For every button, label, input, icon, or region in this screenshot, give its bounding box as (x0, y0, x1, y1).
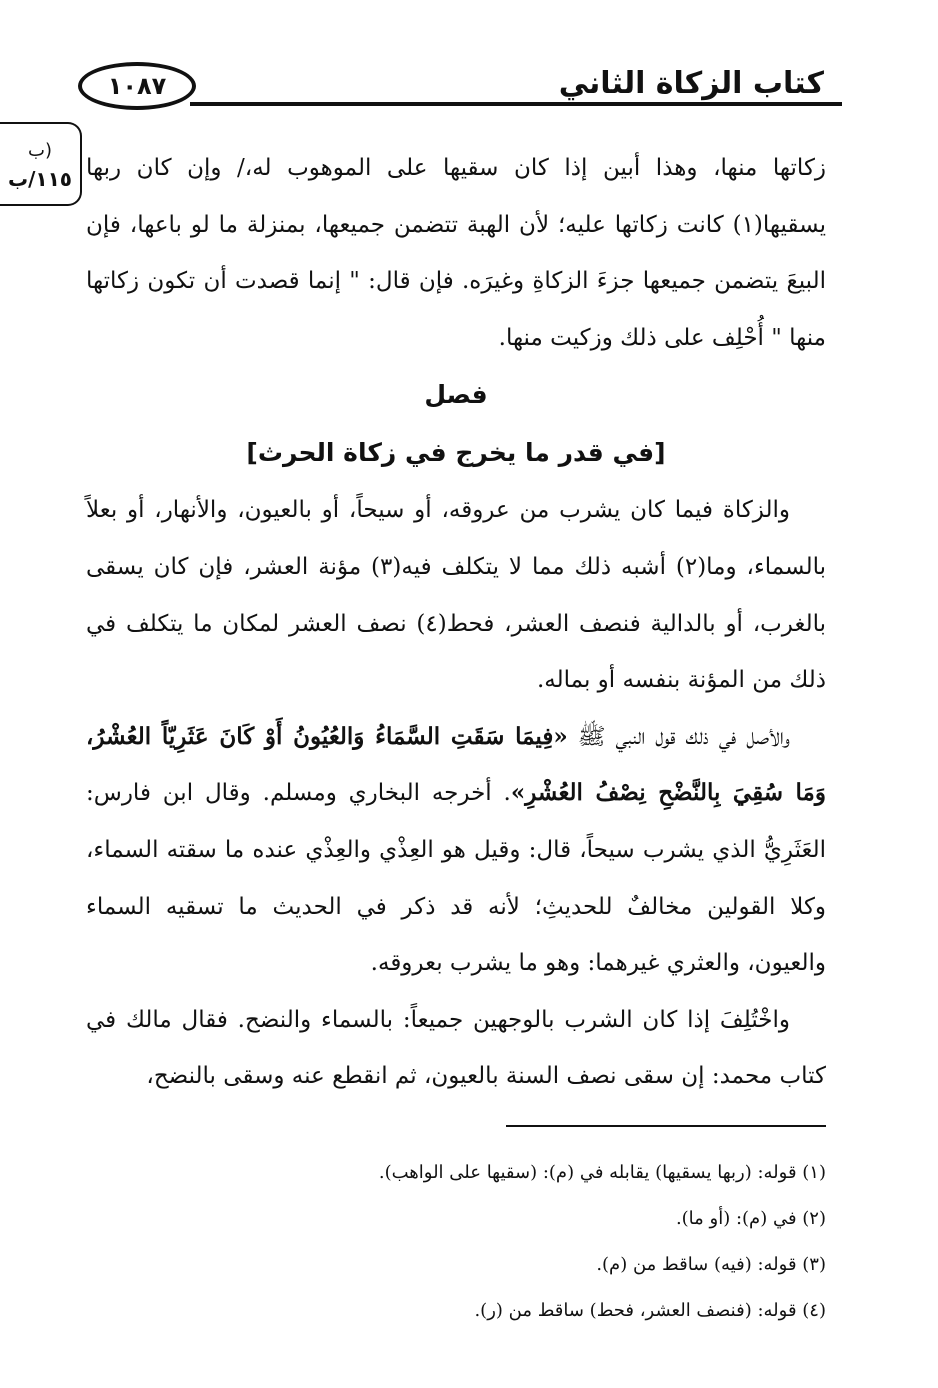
paragraph-3-intro: والأصل في ذلك قول النبي ﷺ (567, 723, 790, 750)
hadith-quote: «فِيمَا سَقَتِ السَّمَاءُ وَالعُيُونُ أَوْ كَانَ عَثَرِيّاً العُشْرُ، وَمَا سُقِيَ بِالنَّضْحِ نِصْفُ العُشْرِ» (86, 722, 826, 807)
footnote-2: (٢) في (م): (أو ما). (675, 1208, 826, 1229)
running-header (72, 58, 842, 118)
paragraph-2: والزكاة فيما كان يشرب من عروقه، أو سيحاً، أو بالعيون، والأنهار، أو بعلاً بالسماء، وما(٢) أشبه ذلك مما لا يتكلف فيه(٣) مؤنة العشر، فإن كان يسقى بالغرب، أو بالدالية فنصف العشر، فحط(٤) نصف العشر لمكان ما يتكلف في ذلك من المؤنة بنفسه أو بماله. (86, 497, 826, 694)
footnote-1: (١) قوله: (ربها يسقيها) يقابله في (م): (سقيها على الواهب). (378, 1162, 826, 1183)
page-number-oval (78, 62, 196, 110)
book-title: كتاب الزكاة الثاني (558, 66, 824, 101)
header-rule (190, 102, 842, 106)
footnote-3: (٣) قوله: (فيه) ساقط من (م). (596, 1254, 826, 1275)
paragraph-3-rest: . أخرجه البخاري ومسلم. وقال ابن فارس: العَثَرِيُّ الذي يشرب سيحاً، قال: وقيل هو العِذْي والعِذْي عنده ما سقته السماء، وكلا القولين مخالفٌ للحديثِ؛ لأنه قد ذكر في الحديث ما تسقيه السماء والعيون، والعثري غيرهما: وهو ما يشرب بعروقه. (86, 780, 826, 977)
paragraph-4: واخْتُلِفَ إذا كان الشرب بالوجهين جميعاً: بالسماء والنضح. فقال مالك في كتاب محمد: إن سقى نصف السنة بالعيون، ثم انقطع عنه وسقى بالنضح، (86, 1006, 826, 1090)
main-text (86, 140, 826, 1105)
section-subheading: [في قدر ما يخرج في زكاة الحرث] (246, 438, 666, 468)
paragraph-1: زكاتها منها، وهذا أبين إذا كان سقيها على الموهوب له،/ وإن كان ربها يسقيها(١) كانت زكاتها عليه؛ لأن الهبة تتضمن جميعها، بمنزلة ما لو باعها، فإن البيعَ يتضمن جميعها جزءَ الزكاةِ وغيرَه. فإن قال: " إنما قصدت أن تكون زكاتها منها " أُحْلِف على ذلك وزكيت منها. (86, 155, 826, 351)
footnote-separator (506, 1125, 826, 1127)
footnote-4: (٤) قوله: (فنصف العشر، فحط) ساقط من (ر). (474, 1300, 826, 1321)
manuscript-margin-reference (0, 122, 82, 206)
page-number: ١٠٨٧ (107, 72, 167, 100)
margin-ref-line2: ١١٥/ب (7, 167, 73, 191)
footnotes (100, 1150, 826, 1334)
section-heading: فصل (424, 380, 488, 410)
paragraph-3 (86, 709, 826, 992)
margin-ref-line1: (ب (28, 140, 52, 161)
